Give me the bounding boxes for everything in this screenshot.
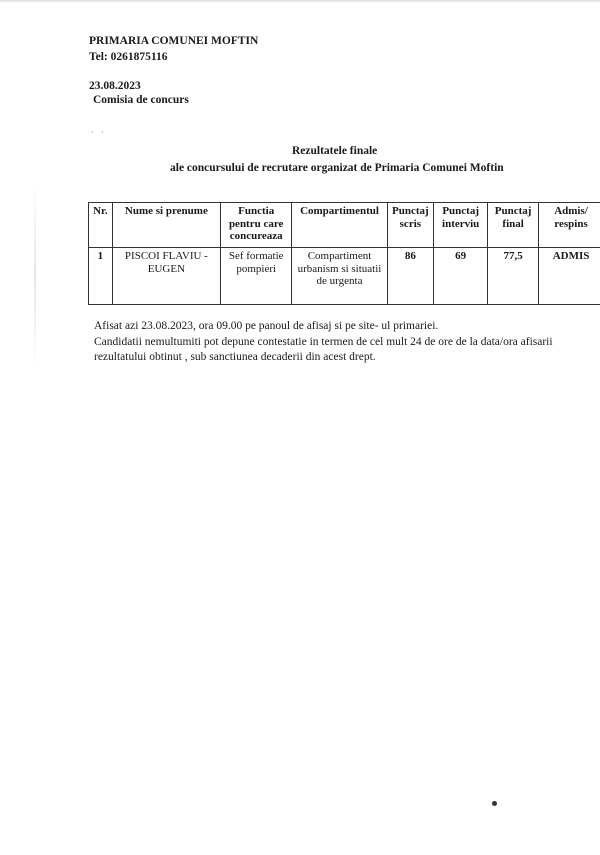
note-posted: Afisat azi 23.08.2023, ora 09.00 pe panoul de afisaj si pe site- ul primariei. — [94, 320, 439, 332]
header-nr: Nr. — [89, 203, 113, 248]
scan-speck: · — [101, 128, 104, 137]
header-written-score: Punctaj scris — [387, 203, 434, 248]
header-admitted: Admis/ respins — [539, 203, 600, 248]
table-row — [89, 248, 600, 305]
cell-interview-score: 69 — [434, 248, 488, 305]
cell-department: Compartiment urbanism si situatii de urgenta — [292, 248, 387, 305]
cell-name: PISCOI FLAVIU - EUGEN — [112, 248, 220, 305]
header-name: Nume si prenume — [112, 203, 220, 248]
scan-speck: · — [91, 128, 94, 137]
document-title: Rezultatele finale — [292, 145, 378, 157]
note-appeal: Candidatii nemultumiti pot depune contestatie in termen de cel mult 24 de ore de la data/ora afisarii — [94, 335, 553, 348]
table-header-row — [89, 203, 600, 248]
telephone: Tel: 0261875116 — [89, 51, 168, 63]
cell-admitted: ADMIS — [539, 248, 600, 305]
note-appeal-cont: rezultatului obtinut , sub sanctiunea decaderii din acest drept. — [94, 351, 376, 364]
header-department: Compartimentul — [292, 203, 387, 248]
results-table — [88, 202, 600, 305]
institution-name: PRIMARIA COMUNEI MOFTIN — [89, 35, 259, 47]
cell-final-score: 77,5 — [488, 248, 539, 305]
cell-nr: 1 — [89, 248, 113, 305]
header-function: Functia pentru care concureaza — [220, 203, 291, 248]
cell-function: Sef formatie pompieri — [220, 248, 291, 305]
document-date: 23.08.2023 — [89, 80, 141, 92]
posting-notes — [94, 319, 594, 366]
cell-written-score: 86 — [387, 248, 434, 305]
header-interview-score: Punctaj interviu — [434, 203, 488, 248]
document-subtitle: ale concursului de recrutare organizat de Primaria Comunei Moftin — [170, 162, 504, 174]
scan-dot — [492, 801, 497, 806]
header-final-score: Punctaj final — [488, 203, 539, 248]
commission-name: Comisia de concurs — [93, 94, 189, 106]
